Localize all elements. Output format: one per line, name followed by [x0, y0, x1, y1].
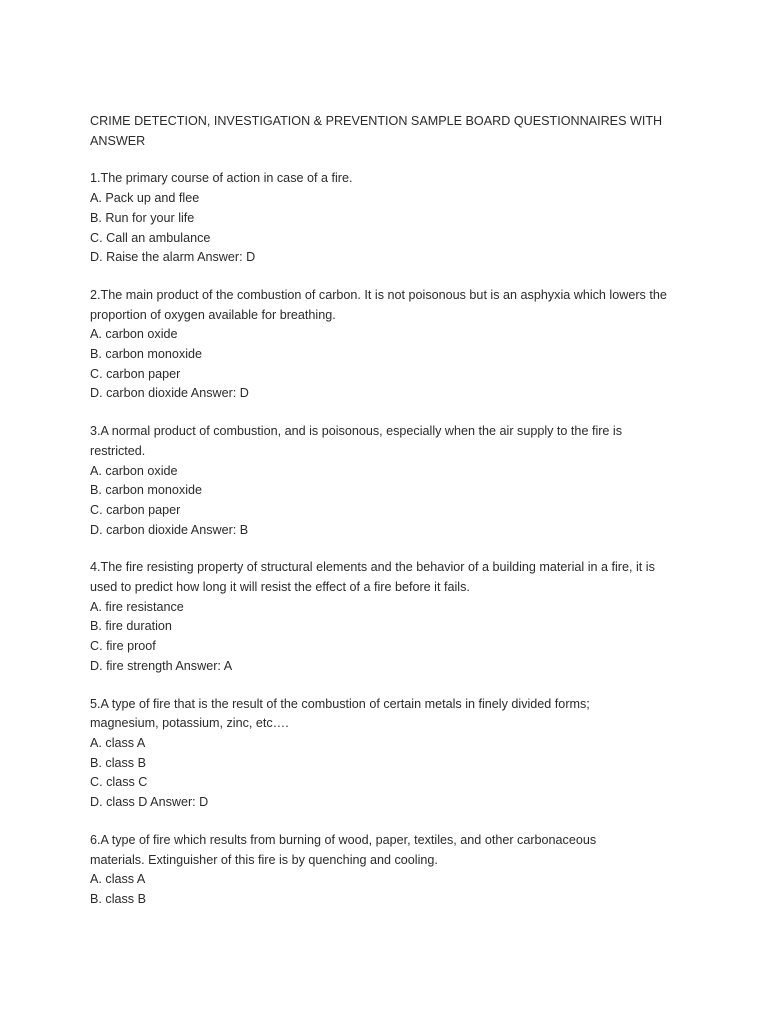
- option-b: B. carbon monoxide: [90, 483, 203, 498]
- question-text: 1.The primary course of action in case of a fire.: [90, 171, 353, 186]
- option-c: C. class C: [90, 775, 148, 790]
- option-d-answer: D. carbon dioxide Answer: D: [90, 386, 249, 401]
- option-b: B. class B: [90, 891, 146, 906]
- document-title: CRIME DETECTION, INVESTIGATION & PREVENTION SAMPLE BOARD QUESTIONNAIRES WITH ANSWER: [90, 114, 663, 148]
- option-a: A. carbon oxide: [90, 327, 178, 342]
- option-c: C. carbon paper: [90, 502, 181, 517]
- question-4: [90, 558, 690, 676]
- option-a: A. class A: [90, 735, 146, 750]
- option-a: A. fire resistance: [90, 599, 184, 614]
- option-a: A. class A: [90, 872, 146, 887]
- question-text: 4.The fire resisting property of structural elements and the behavior of a building material in a fire, it is used to predict how long it will resist the effect of a fire before it fails.: [90, 560, 655, 595]
- question-text: 2.The main product of the combustion of carbon. It is not poisonous but is an asphyxia which lowers the proportion of oxygen available for breathing.: [90, 287, 667, 322]
- question-3: [90, 422, 690, 540]
- question-1: [90, 169, 690, 268]
- question-text: 6.A type of fire which results from burning of wood, paper, textiles, and other carbonaceous materials. Extinguisher of this fire is by quenching and cooling.: [90, 832, 597, 867]
- question-text: 3.A normal product of combustion, and is poisonous, especially when the air supply to the fire is restricted.: [90, 424, 623, 458]
- option-b: B. Run for your life: [90, 210, 195, 225]
- option-b: B. fire duration: [90, 619, 172, 634]
- option-d-answer: D. carbon dioxide Answer: B: [90, 522, 249, 537]
- question-6: [90, 831, 690, 910]
- option-d-answer: D. class D Answer: D: [90, 795, 209, 810]
- option-a: A. carbon oxide: [90, 463, 178, 478]
- option-b: B. class B: [90, 755, 146, 770]
- option-b: B. carbon monoxide: [90, 347, 203, 362]
- question-5: [90, 695, 690, 813]
- question-text: 5.A type of fire that is the result of the combustion of certain metals in finely divided forms; magnesium, potassium, zinc, etc….: [90, 696, 590, 731]
- document-page: [90, 112, 690, 910]
- question-2: [90, 286, 690, 404]
- option-d-answer: D. fire strength Answer: A: [90, 658, 233, 673]
- option-c: C. carbon paper: [90, 366, 181, 381]
- option-c: C. Call an ambulance: [90, 230, 211, 245]
- option-c: C. fire proof: [90, 639, 156, 654]
- option-d-answer: D. Raise the alarm Answer: D: [90, 250, 256, 265]
- option-a: A. Pack up and flee: [90, 191, 200, 206]
